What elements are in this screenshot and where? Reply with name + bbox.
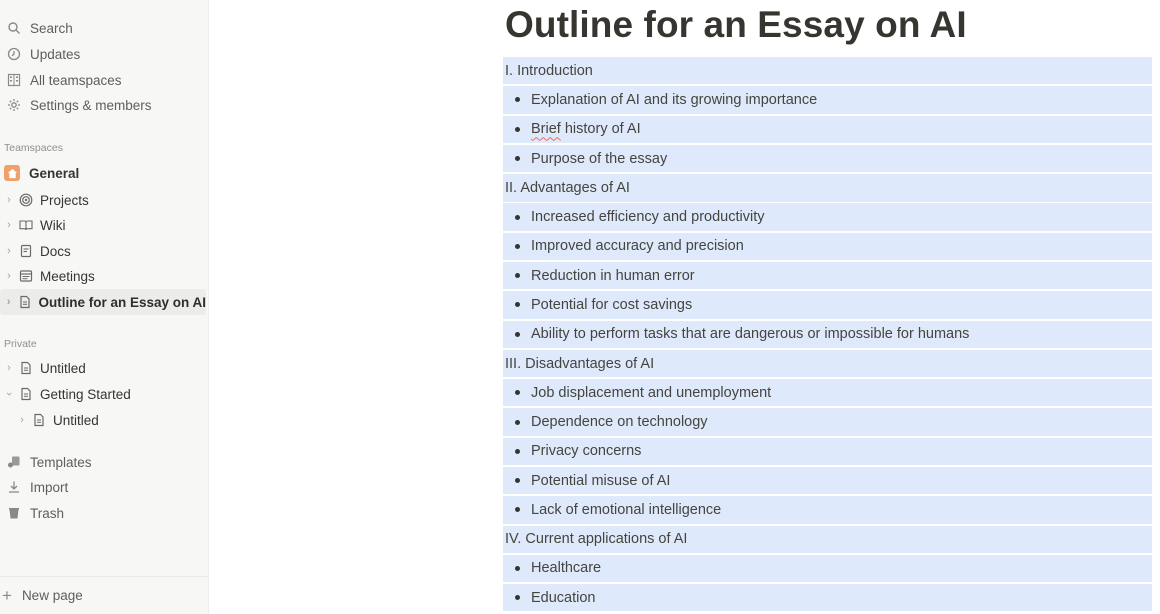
- block-bullet[interactable]: [503, 321, 1152, 348]
- bullet-icon: [515, 507, 520, 512]
- sidebar-item-projects[interactable]: [0, 187, 206, 213]
- bullet-icon: [515, 332, 520, 337]
- block-bullet[interactable]: [503, 203, 1152, 230]
- block-text: Privacy concerns: [531, 443, 642, 460]
- block-bullet[interactable]: [503, 438, 1152, 465]
- block-text: Healthcare: [531, 560, 602, 577]
- bullet-icon: [515, 390, 520, 395]
- chevron-right-icon[interactable]: ›: [7, 245, 11, 257]
- calendar-icon: [18, 268, 34, 284]
- sidebar-import[interactable]: [0, 474, 206, 500]
- target-icon: [18, 192, 34, 208]
- block-text: II. Advantages of AI: [505, 179, 630, 196]
- block-bullet[interactable]: [503, 86, 1152, 113]
- chevron-right-icon[interactable]: ›: [7, 270, 11, 282]
- block-bullet[interactable]: [503, 379, 1152, 406]
- sidebar-import-label: Import: [30, 479, 69, 495]
- bullet-icon: [515, 420, 520, 425]
- templates-icon: [6, 454, 22, 470]
- sidebar-updates-label: Updates: [30, 46, 81, 62]
- sidebar-trash[interactable]: [0, 500, 206, 526]
- sidebar-item-label: Getting Started: [40, 386, 131, 402]
- chevron-down-icon[interactable]: ›: [3, 392, 15, 396]
- clock-icon: [6, 46, 22, 62]
- block-text: IV. Current applications of AI: [505, 531, 688, 548]
- block-bullet[interactable]: [503, 584, 1152, 611]
- spellcheck-word: Brief: [531, 121, 561, 138]
- sidebar-item-label: Untitled: [40, 360, 86, 376]
- sidebar-item-meetings[interactable]: [0, 263, 206, 289]
- block-text: III. Disadvantages of AI: [505, 355, 655, 372]
- sidebar-templates-label: Templates: [30, 454, 92, 470]
- block-text: Education: [531, 589, 596, 606]
- block-text: Dependence on technology: [531, 414, 708, 431]
- sidebar-search[interactable]: [0, 15, 206, 41]
- sidebar-settings-label: Settings & members: [30, 97, 152, 113]
- block-text: I. Introduction: [505, 62, 593, 79]
- block-bullet[interactable]: [503, 233, 1152, 260]
- sidebar-item-general[interactable]: [0, 160, 206, 186]
- sidebar-item-untitled-child[interactable]: [0, 407, 206, 433]
- sidebar-all-teamspaces[interactable]: [0, 67, 206, 93]
- chevron-right-icon[interactable]: ›: [7, 362, 11, 374]
- sidebar-templates[interactable]: [0, 449, 206, 475]
- teamspaces-section-label: Teamspaces: [4, 142, 63, 154]
- sidebar-item-label: Meetings: [40, 268, 95, 284]
- chevron-right-icon[interactable]: ›: [20, 414, 24, 426]
- block-text: history of AI: [560, 121, 641, 138]
- sidebar-item-label: General: [29, 165, 80, 181]
- bullet-icon: [515, 127, 520, 132]
- book-icon: [18, 217, 34, 233]
- sidebar-item-getting-started[interactable]: [0, 381, 206, 407]
- page-title[interactable]: Outline for an Essay on AI: [505, 4, 967, 45]
- block-text: Potential for cost savings: [531, 296, 693, 313]
- block-text: Improved accuracy and precision: [531, 238, 744, 255]
- block-text: Increased efficiency and productivity: [531, 209, 765, 226]
- block-bullet[interactable]: [503, 496, 1152, 523]
- bullet-icon: [515, 156, 520, 161]
- chevron-right-icon[interactable]: ›: [7, 194, 11, 206]
- bullet-icon: [515, 595, 520, 600]
- sidebar-trash-label: Trash: [30, 505, 65, 521]
- bullet-icon: [515, 478, 520, 483]
- sidebar-item-label: Untitled: [53, 412, 99, 428]
- bullet-icon: [515, 215, 520, 220]
- block-text: Explanation of AI and its growing importance: [531, 91, 818, 108]
- block-bullet[interactable]: [503, 291, 1152, 318]
- sidebar-item-docs[interactable]: [0, 238, 206, 264]
- sidebar-search-label: Search: [30, 20, 73, 36]
- chevron-right-icon[interactable]: ›: [7, 219, 11, 231]
- sidebar-item-outline-essay[interactable]: [0, 289, 206, 315]
- sidebar: [0, 0, 209, 614]
- bullet-icon: [515, 97, 520, 102]
- bullet-icon: [515, 566, 520, 571]
- sidebar-item-wiki[interactable]: [0, 212, 206, 238]
- block-bullet[interactable]: [503, 408, 1152, 435]
- block-text: Purpose of the essay: [531, 150, 668, 167]
- sidebar-all-teamspaces-label: All teamspaces: [30, 72, 122, 88]
- block-bullet[interactable]: [503, 145, 1152, 172]
- page-icon: [17, 294, 32, 310]
- block-text: Lack of emotional intelligence: [531, 501, 722, 518]
- home-icon: [4, 165, 20, 181]
- sidebar-item-untitled[interactable]: [0, 355, 206, 381]
- block-text: Ability to perform tasks that are dangerous or impossible for humans: [531, 326, 970, 343]
- sidebar-settings[interactable]: [0, 92, 206, 118]
- block-heading[interactable]: [503, 57, 1152, 84]
- sidebar-item-label: Docs: [40, 243, 71, 259]
- trash-icon: [6, 505, 22, 521]
- block-text: Job displacement and unemployment: [531, 384, 772, 401]
- sidebar-item-label: Outline for an Essay on AI: [38, 294, 206, 310]
- page-icon: [18, 360, 34, 376]
- block-heading[interactable]: [503, 174, 1152, 201]
- page-icon: [31, 412, 47, 428]
- page-icon: [18, 386, 34, 402]
- import-icon: [6, 479, 22, 495]
- sidebar-updates[interactable]: [0, 41, 206, 67]
- building-icon: [6, 72, 22, 88]
- block-heading[interactable]: [503, 350, 1152, 377]
- block-bullet[interactable]: [503, 262, 1152, 289]
- new-page-button[interactable]: [0, 576, 209, 614]
- private-section-label: Private: [4, 338, 37, 350]
- block-bullet[interactable]: [503, 555, 1152, 582]
- block-text: Reduction in human error: [531, 267, 695, 284]
- doc-icon: [18, 243, 34, 259]
- new-page-label: New page: [21, 588, 83, 603]
- bullet-icon: [515, 273, 520, 278]
- bullet-icon: [515, 302, 520, 307]
- plus-icon: +: [2, 585, 12, 605]
- block-heading[interactable]: [503, 526, 1152, 553]
- sidebar-item-label: Wiki: [40, 217, 66, 233]
- block-bullet[interactable]: [503, 116, 1152, 143]
- bullet-icon: [515, 244, 520, 249]
- outline-blocks: [503, 57, 1152, 613]
- block-bullet[interactable]: [503, 467, 1152, 494]
- sidebar-item-label: Projects: [40, 192, 89, 208]
- search-icon: [6, 20, 22, 36]
- gear-icon: [6, 97, 22, 113]
- block-text: Potential misuse of AI: [531, 472, 671, 489]
- chevron-right-icon[interactable]: ›: [6, 296, 11, 308]
- bullet-icon: [515, 449, 520, 454]
